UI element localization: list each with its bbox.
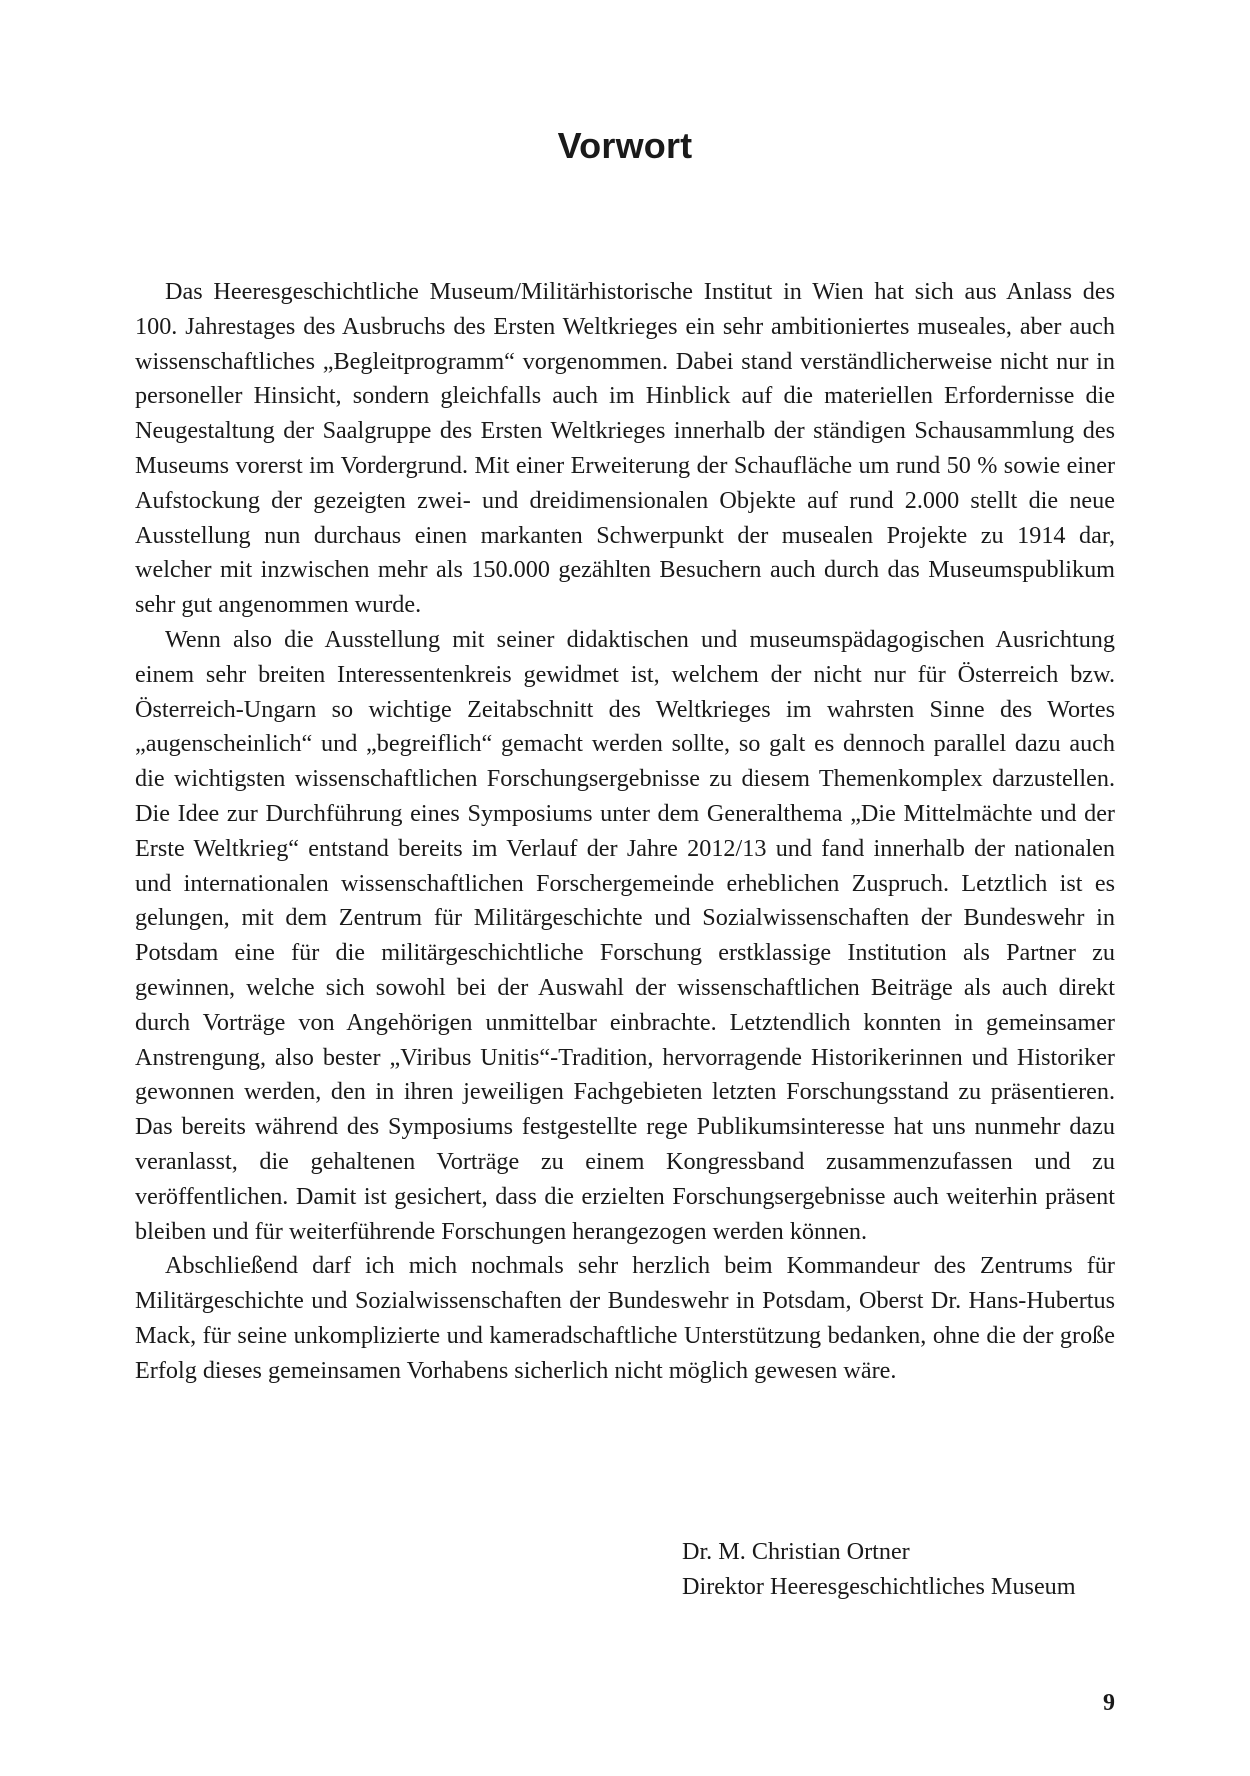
paragraph-2: Wenn also die Ausstellung mit seiner didaktischen und museumspädagogischen Ausrichtung einem sehr breiten Interessentenkreis gewidmet ist, welchem der nicht nur für Österreich bzw. Österreich-Ungarn so wichtige Zeitabschnitt des Weltkrieges im wahrsten Sinne des Wortes „augenscheinlich“ und „begreiflich“ gemacht werden sollte, so galt es dennoch parallel dazu auch die wichtigsten wissenschaftlichen Forschungsergebnisse zu diesem Themenkomplex darzustellen. Die Idee zur Durchführung eines Symposiums unter dem Generalthema „Die Mittelmächte und der Erste Weltkrieg“ entstand bereits im Verlauf der Jahre 2012/13 und fand innerhalb der nationalen und internationalen wissenschaftlichen Forschergemeinde erheblichen Zuspruch. Letztlich ist es gelungen, mit dem Zentrum für Militärgeschichte und Sozialwissenschaften der Bundeswehr in Potsdam eine für die militärgeschichtliche Forschung erstklassige Institution als Partner zu gewinnen, welche sich sowohl bei der Auswahl der wissenschaftlichen Beiträge als auch direkt durch Vorträge von Angehörigen unmittelbar einbrachte. Letztendlich konnten in gemeinsamer Anstrengung, also bester „Viribus Unitis“-Tradition, hervorragende Historikerinnen und Historiker gewonnen werden, den in ihren jeweiligen Fachgebieten letzten Forschungsstand zu präsentieren. Das bereits während des Symposiums festgestellte rege Publikumsinteresse hat uns nunmehr dazu veranlasst, die gehaltenen Vorträge zu einem Kongressband zusammenzufassen und zu veröffentlichen. Damit ist gesichert, dass die erzielten Forschungsergebnisse auch weiterhin präsent bleiben und für weiterführende Forschungen herangezogen werden können.	[135, 625, 1115, 1245]
signature-name: Dr. M. Christian Ortner	[682, 1538, 910, 1565]
paragraph-1: Das Heeresgeschichtliche Museum/Militärhistorische Institut in Wien hat sich aus Anlass des 100. Jahrestages des Ausbruchs des Ersten Weltkrieges ein sehr ambitioniertes museales, aber auch wissenschaftliches „Begleitprogramm“ vorgenommen. Dabei stand verständlicherweise nicht nur in personeller Hinsicht, sondern gleichfalls auch im Hinblick auf die materiellen Erfordernisse die Neugestaltung der Saalgruppe des Ersten Weltkrieges innerhalb der ständigen Schausammlung des Museums vorerst im Vordergrund. Mit einer Erweiterung der Schaufläche um rund 50 % sowie einer Aufstockung der gezeigten zwei- und dreidimensionalen Objekte auf rund 2.000 stellt die neue Ausstellung nun durchaus einen markanten Schwerpunkt der musealen Projekte zu 1914 dar, welcher mit inzwischen mehr als 150.000 gezählten Besuchern auch durch das Museumspublikum sehr gut angenommen wurde.	[135, 278, 1115, 619]
page-number: 9	[1103, 1690, 1115, 1716]
signature-role: Direktor Heeresgeschichtliches Museum	[682, 1573, 1076, 1600]
page-title: Vorwort	[557, 125, 693, 166]
signature-block	[682, 1534, 1076, 1604]
body-text	[135, 275, 1115, 1389]
paragraph-3: Abschließend darf ich mich nochmals sehr herzlich beim Kommandeur des Zentrums für Militärgeschichte und Sozialwissenschaften der Bundeswehr in Potsdam, Oberst Dr. Hans-Hubertus Mack, für seine unkomplizierte und kameradschaftliche Unterstützung bedanken, ohne die der große Erfolg dieses gemeinsamen Vorhabens sicherlich nicht möglich gewesen wäre.	[135, 1252, 1115, 1384]
